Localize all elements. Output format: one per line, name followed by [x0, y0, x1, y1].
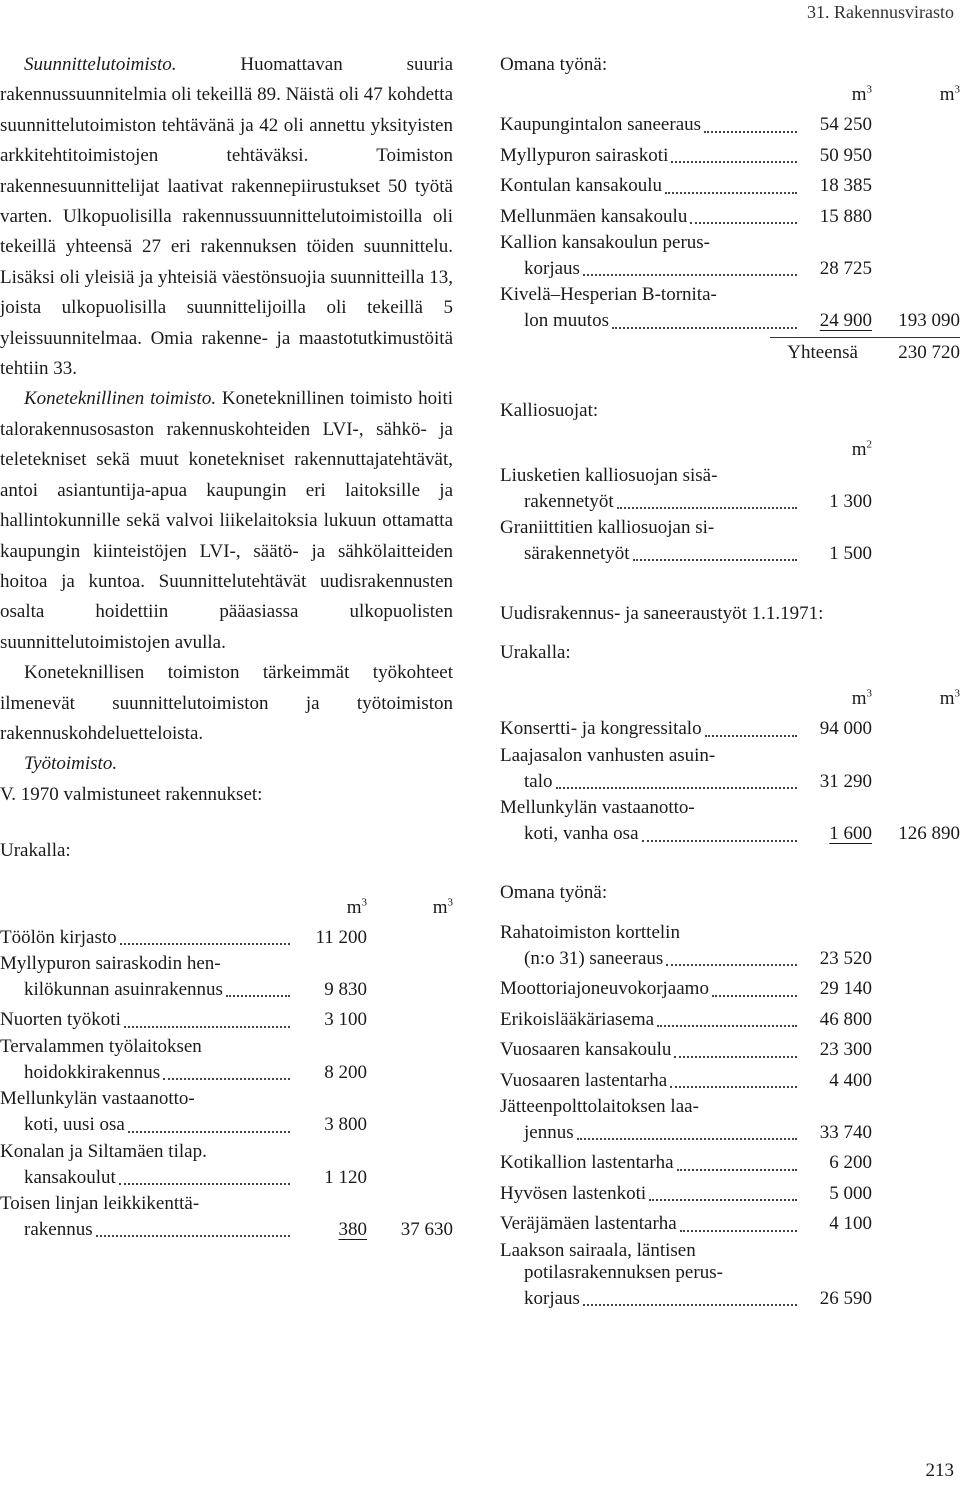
- item-name: Nuorten työkoti: [0, 1009, 121, 1031]
- group-total: [872, 254, 960, 284]
- list-item: [500, 1148, 960, 1178]
- item-name: kilökunnan asuinrakennus: [24, 978, 223, 1000]
- group-total: 37 630: [400, 1219, 453, 1240]
- group-total: [872, 1179, 960, 1209]
- item-volume: 94 000: [819, 718, 872, 740]
- group-total: [872, 141, 960, 171]
- subheading-omana-tyona: Omana työnä:: [500, 881, 608, 903]
- list-item: [0, 923, 453, 953]
- item-name: Konsertti- ja kongressitalo: [500, 718, 702, 740]
- leader-dots: [680, 1209, 797, 1231]
- list-item: [500, 797, 960, 849]
- item-name: Vuosaaren kansakoulu: [500, 1039, 672, 1061]
- unit-label: $m^3$: [346, 896, 367, 918]
- item-name-line: Mellunkylän vastaanotto-: [500, 797, 695, 819]
- item-name: särakennetyöt: [524, 543, 630, 565]
- item-volume: 4 400: [829, 1069, 872, 1091]
- list-item: [0, 1193, 453, 1245]
- subheading-kalliosuojat: Kalliosuojat:: [500, 400, 599, 422]
- item-volume: 1 120: [324, 1166, 367, 1188]
- item-name: talo: [524, 770, 553, 792]
- total-value: 230 720: [898, 341, 960, 363]
- list-item: [0, 1141, 453, 1193]
- item-volume: 8 200: [324, 1061, 367, 1083]
- list-item: [500, 714, 960, 744]
- item-name-line: Laakson sairaala, läntisen: [500, 1239, 696, 1261]
- item-volume: 1 500: [829, 543, 872, 565]
- item-name: koti, vanha osa: [524, 823, 639, 845]
- paragraph-lead: Työtoimisto.: [24, 753, 118, 775]
- item-name-line: Rahatoimiston korttelin: [500, 921, 680, 943]
- building-list: [0, 923, 453, 1246]
- item-volume: 24 900: [819, 310, 872, 332]
- group-total: [872, 1118, 960, 1148]
- item-volume: 26 590: [819, 1287, 872, 1309]
- item-volume: 18 385: [819, 175, 872, 197]
- paragraph-text: Koneteknillinen toimisto hoiti talorakennusosaston rakennuskohteiden LVI-, sähkö- ja teletekniset sekä muut konetekniset rakennuttajatehtävät, antoi asiantuntija-apua kaupungin eri laitoksille ja hallintokunnille sekä valvoi liikelaitoksia lukuun ottamatta kaupungin kiinteistöjen LVI-, säätö- ja sähkölaitteiden hoitoa ja kuntoa. Suunnittelutehtävät uudisrakennusten osalta hoidettiin pääasiassa ulkopuolisten suunnittelutoimistojen avulla.: [0, 388, 453, 653]
- item-name: Erikoislääkäriasema: [500, 1008, 655, 1030]
- item-volume: 1 300: [829, 490, 872, 512]
- leader-dots: [670, 1066, 797, 1088]
- group-total: [872, 767, 960, 797]
- leader-dots: [120, 923, 290, 945]
- list-item: [500, 110, 960, 140]
- building-list: [500, 714, 960, 849]
- paragraph-valmistuneet: V. 1970 valmistuneet rakennukset:: [0, 783, 263, 805]
- list-item: [500, 465, 960, 517]
- paragraph-koneteknillinen: [0, 384, 453, 658]
- item-volume: 33 740: [819, 1121, 872, 1143]
- paragraph-lead: Suunnittelutoimisto.: [24, 54, 177, 75]
- item-volume: 5 000: [829, 1182, 872, 1204]
- paragraph-text: Huomattavan suuria rakennussuunnitelmia oli tekeillä 89. Näistä oli 47 kohdetta suunnittelutoimiston tehtävänä ja 42 oli annettu yksityisten arkkitehtitoimistojen tehtäväksi. Toimiston rakennesuunnittelijat laativat rakennepiirustukset 50 työtä varten. Ulkopuolisilla rakennussuunnittelutoimistoilla oli tekeillä yhteensä 27 eri rakennuksen töiden suunnittelu. Lisäksi oli yleisiä ja yhteisiä väestönsuojia suunnitteilla 13, joista ulkopuolisilla suunnittelijoilla oli tekeillä 5 yleissuunnitelmaa. Omia rakenne- ja maastotutkimustöitä tehtiin 33.: [0, 54, 454, 380]
- group-total: [872, 110, 960, 140]
- leader-dots: [583, 1284, 797, 1306]
- leader-dots: [617, 487, 797, 509]
- item-name-line: Kallion kansakoulun perus-: [500, 232, 711, 254]
- paragraph-suunnittelutoimisto: [0, 50, 453, 384]
- item-name-line: Toisen linjan leikkikenttä-: [0, 1193, 200, 1214]
- left-column: [0, 50, 453, 1245]
- paragraph-tyokohteet: Koneteknillisen toimiston tärkeimmät työkohteet ilmenevät suunnittelutoimiston ja työtoimiston rakennuskohdeluetteloista.: [0, 662, 453, 744]
- group-total: [872, 1284, 960, 1314]
- unit-header: [500, 435, 960, 465]
- item-name: Myllypuron sairaskoti: [500, 144, 669, 166]
- item-volume: 6 200: [829, 1152, 872, 1174]
- list-item: [500, 517, 960, 569]
- item-name: Kontulan kansakoulu: [500, 175, 663, 197]
- paragraph-lead: Koneteknillinen toimisto.: [24, 388, 217, 410]
- unit-label: $m^3$: [851, 84, 872, 106]
- item-name-line: Liusketien kalliosuojan sisä-: [500, 464, 718, 486]
- list-item: [500, 974, 960, 1004]
- item-name: Vuosaaren lastentarha: [500, 1069, 668, 1091]
- leader-dots: [124, 1005, 290, 1027]
- leader-dots: [119, 1163, 290, 1185]
- item-name-line: Konalan ja Siltamäen tilap.: [0, 1140, 207, 1162]
- item-name: Töölön kirjasto: [0, 926, 117, 948]
- group-total: [872, 944, 960, 974]
- item-name-line: Mellunkylän vastaanotto-: [0, 1088, 195, 1110]
- item-volume: 54 250: [819, 114, 872, 136]
- item-name: kansakoulut: [24, 1166, 116, 1188]
- subheading-urakalla: Urakalla:: [0, 840, 71, 862]
- list-item: [0, 953, 453, 1005]
- list-item: [500, 745, 960, 797]
- group-total: 193 090: [898, 310, 960, 332]
- leader-dots: [704, 110, 797, 132]
- item-volume: 3 100: [324, 1009, 367, 1031]
- group-total: [872, 1035, 960, 1065]
- list-item: [500, 922, 960, 974]
- item-volume: 23 520: [819, 947, 872, 969]
- list-item: [500, 1096, 960, 1148]
- item-name: Veräjämäen lastentarha: [500, 1213, 677, 1235]
- group-total: [367, 975, 453, 1005]
- group-total: [367, 1058, 453, 1088]
- leader-dots: [577, 1118, 797, 1140]
- item-name: (n:o 31) saneeraus: [524, 947, 664, 969]
- group-total: [872, 1005, 960, 1035]
- item-name-line: Jätteenpolttolaitoksen laa-: [500, 1095, 699, 1117]
- leader-dots: [163, 1058, 290, 1080]
- unit-header: [0, 893, 453, 923]
- group-total: [872, 1148, 960, 1178]
- group-total: [872, 714, 960, 744]
- item-name: Moottoriajoneuvokorjaamo: [500, 978, 709, 1000]
- group-total: [872, 539, 960, 569]
- total-label: Yhteensä: [787, 341, 858, 363]
- item-volume: 50 950: [819, 144, 872, 166]
- list-item: [500, 1035, 960, 1065]
- page-number: 213: [925, 1460, 954, 1481]
- group-total: [367, 1005, 453, 1035]
- leader-dots: [96, 1215, 290, 1237]
- unit-label: $m^3$: [939, 687, 960, 710]
- item-name-line: Graniittitien kalliosuojan si-: [500, 517, 715, 539]
- item-name: Kaupungintalon saneeraus: [500, 114, 702, 136]
- item-name: rakennus: [24, 1219, 93, 1240]
- item-name: korjaus: [524, 258, 580, 280]
- leader-dots: [674, 1035, 797, 1057]
- unit-header: [500, 684, 960, 714]
- list-item: [0, 1005, 453, 1035]
- item-volume: 15 880: [819, 205, 872, 227]
- list-item: [500, 1066, 960, 1096]
- item-name: Hyvösen lastenkoti: [500, 1182, 647, 1204]
- group-total: 126 890: [898, 823, 960, 845]
- item-volume: 46 800: [819, 1008, 872, 1030]
- item-volume: 31 290: [819, 770, 872, 792]
- list-item: [500, 141, 960, 171]
- item-name-line: Myllypuron sairaskodin hen-: [0, 952, 221, 974]
- group-total: [367, 923, 453, 953]
- item-name: korjaus: [524, 1287, 580, 1309]
- leader-dots: [705, 714, 797, 736]
- group-total: [367, 1163, 453, 1193]
- group-total: [872, 1209, 960, 1239]
- item-volume: 380: [338, 1219, 367, 1240]
- total-row: [500, 338, 960, 368]
- list-item: [500, 1240, 960, 1314]
- leader-dots: [671, 141, 797, 163]
- group-total: [872, 974, 960, 1004]
- building-list: [500, 110, 960, 336]
- leader-dots: [677, 1148, 797, 1170]
- running-header: 31. Rakennusvirasto: [807, 2, 954, 22]
- item-volume: 29 140: [819, 978, 872, 1000]
- list-item: [500, 232, 960, 284]
- item-name-line: Kivelä–Hesperian B-tornita-: [500, 284, 717, 306]
- group-total: [872, 487, 960, 517]
- list-item: [500, 171, 960, 201]
- item-volume: 23 300: [819, 1039, 872, 1061]
- item-name: koti, uusi osa: [24, 1114, 125, 1136]
- item-name-line: Laajasalon vanhusten asuin-: [500, 744, 716, 766]
- list-item: [500, 1179, 960, 1209]
- item-name: lon muutos: [524, 310, 609, 332]
- list-item: [500, 1209, 960, 1239]
- building-list: [500, 922, 960, 1314]
- group-total: [872, 171, 960, 201]
- item-name: Kotikallion lastentarha: [500, 1152, 674, 1174]
- item-name: hoidokkirakennus: [24, 1061, 161, 1083]
- leader-dots: [642, 819, 797, 841]
- item-volume: 1 600: [829, 823, 872, 845]
- leader-dots: [665, 171, 797, 193]
- leader-dots: [226, 975, 290, 997]
- leader-dots: [612, 306, 797, 328]
- unit-label: $m^3$: [851, 687, 872, 710]
- item-volume: 9 830: [324, 978, 367, 1000]
- item-name-line: potilasrakennuksen perus-: [524, 1261, 723, 1283]
- right-column: [500, 50, 960, 1314]
- list-item: [500, 202, 960, 232]
- item-name: jennus: [524, 1121, 574, 1143]
- unit-label: $m^3$: [432, 896, 453, 918]
- list-item: [500, 1005, 960, 1035]
- leader-dots: [128, 1110, 290, 1132]
- leader-dots: [690, 202, 797, 224]
- group-total: [872, 202, 960, 232]
- list-item: [0, 1088, 453, 1140]
- shelter-list: [500, 465, 960, 570]
- subheading-omana-tyona: Omana työnä:: [500, 54, 608, 75]
- leader-dots: [633, 539, 797, 561]
- item-name: Mellunmäen kansakoulu: [500, 205, 688, 227]
- list-item: [0, 1036, 453, 1088]
- group-total: [367, 1110, 453, 1140]
- leader-dots: [583, 254, 797, 276]
- item-volume: 11 200: [315, 926, 367, 948]
- group-total: [872, 1066, 960, 1096]
- leader-dots: [556, 767, 798, 789]
- item-volume: 3 800: [324, 1114, 367, 1136]
- unit-label: $m^3$: [939, 84, 960, 106]
- leader-dots: [657, 1005, 797, 1027]
- leader-dots: [666, 944, 797, 966]
- leader-dots: [712, 974, 797, 996]
- paragraph-tyotoimisto: [0, 749, 453, 779]
- unit-header: [500, 80, 960, 110]
- item-volume: 4 100: [829, 1213, 872, 1235]
- item-name-line: Tervalammen työlaitoksen: [0, 1035, 202, 1057]
- unit-label: $m^2$: [851, 438, 872, 460]
- subheading-uudisrakennus: Uudisrakennus- ja saneeraustyöt 1.1.1971:: [500, 603, 824, 625]
- leader-dots: [649, 1179, 797, 1201]
- subheading-urakalla: Urakalla:: [500, 641, 571, 663]
- item-volume: 28 725: [819, 258, 872, 280]
- list-item: [500, 284, 960, 336]
- item-name: rakennetyöt: [524, 490, 614, 512]
